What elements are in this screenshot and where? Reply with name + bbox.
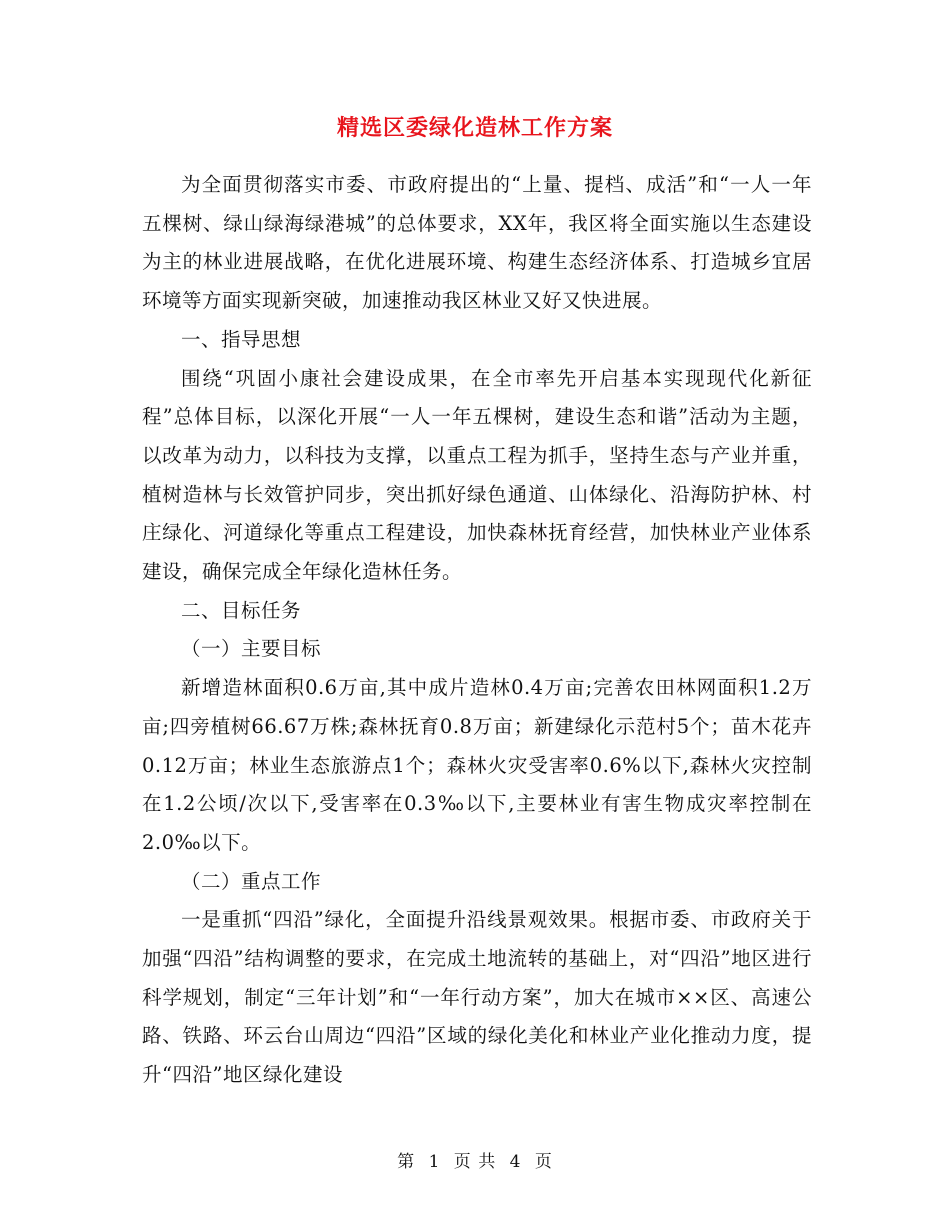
- subsection-heading-key-work: （二）重点工作: [181, 869, 322, 893]
- document-body: [142, 166, 812, 1095]
- footer-total-pages: 4: [509, 1152, 522, 1172]
- footer-middle: 页 共: [453, 1152, 497, 1172]
- footer-prefix: 第: [397, 1152, 416, 1172]
- key-work-paragraph: 一是重抓“四沿”绿化，全面提升沿线景观效果。根据市委、市政府关于加强“四沿”结构调整的要求，在完成土地流转的基础上，对“四沿”地区进行科学规划，制定“三年计划”和“一年行动方案”，加大在城市××区、高速公路、铁路、环云台山周边“四沿”区域的绿化美化和林业产业化推动力度，提升“四沿”地区绿化建设: [142, 908, 812, 1087]
- footer-suffix: 页: [534, 1152, 553, 1172]
- section-heading-guiding-thought: 一、指导思想: [181, 327, 302, 351]
- footer-page-number: 1: [428, 1152, 441, 1172]
- document-title: 精选区委绿化造林工作方案: [336, 115, 613, 141]
- guiding-thought-paragraph: 围绕“巩固小康社会建设成果，在全市率先开启基本实现现代化新征程”总体目标，以深化开展“一人一年五棵树，建设生态和谐”活动为主题，以改革为动力，以科技为支撑，以重点工程为抓手，坚持生态与产业并重，植树造林与长效管护同步，突出抓好绿色通道、山体绿化、沿海防护林、村庄绿化、河道绿化等重点工程建设，加快森林抚育经营，加快林业产业体系建设，确保完成全年绿化造林任务。: [142, 366, 812, 584]
- page-footer: [0, 1150, 950, 1174]
- section-heading-targets: 二、目标任务: [181, 598, 302, 622]
- main-goals-paragraph: 新增造林面积0.6万亩,其中成片造林0.4万亩;完善农田林网面积1.2万亩;四旁植树66.67万株;森林抚育0.8万亩；新建绿化示范村5个；苗木花卉0.12万亩；林业生态旅游点1个；森林火灾受害率0.6%以下,森林火灾控制在1.2公顷/次以下,受害率在0.3‰以下,主要林业有害生物成灾率控制在2.0‰以下。: [142, 676, 812, 854]
- subsection-heading-main-goals: （一）主要目标: [181, 637, 322, 661]
- intro-paragraph: 为全面贯彻落实市委、市政府提出的“上量、提档、成活”和“一人一年五棵树、绿山绿海绿港城”的总体要求，XX年，我区将全面实施以生态建设为主的林业进展战略，在优化进展环境、构建生态经济体系、打造城乡宜居环境等方面实现新突破，加速推动我区林业又好又快进展。: [142, 173, 812, 313]
